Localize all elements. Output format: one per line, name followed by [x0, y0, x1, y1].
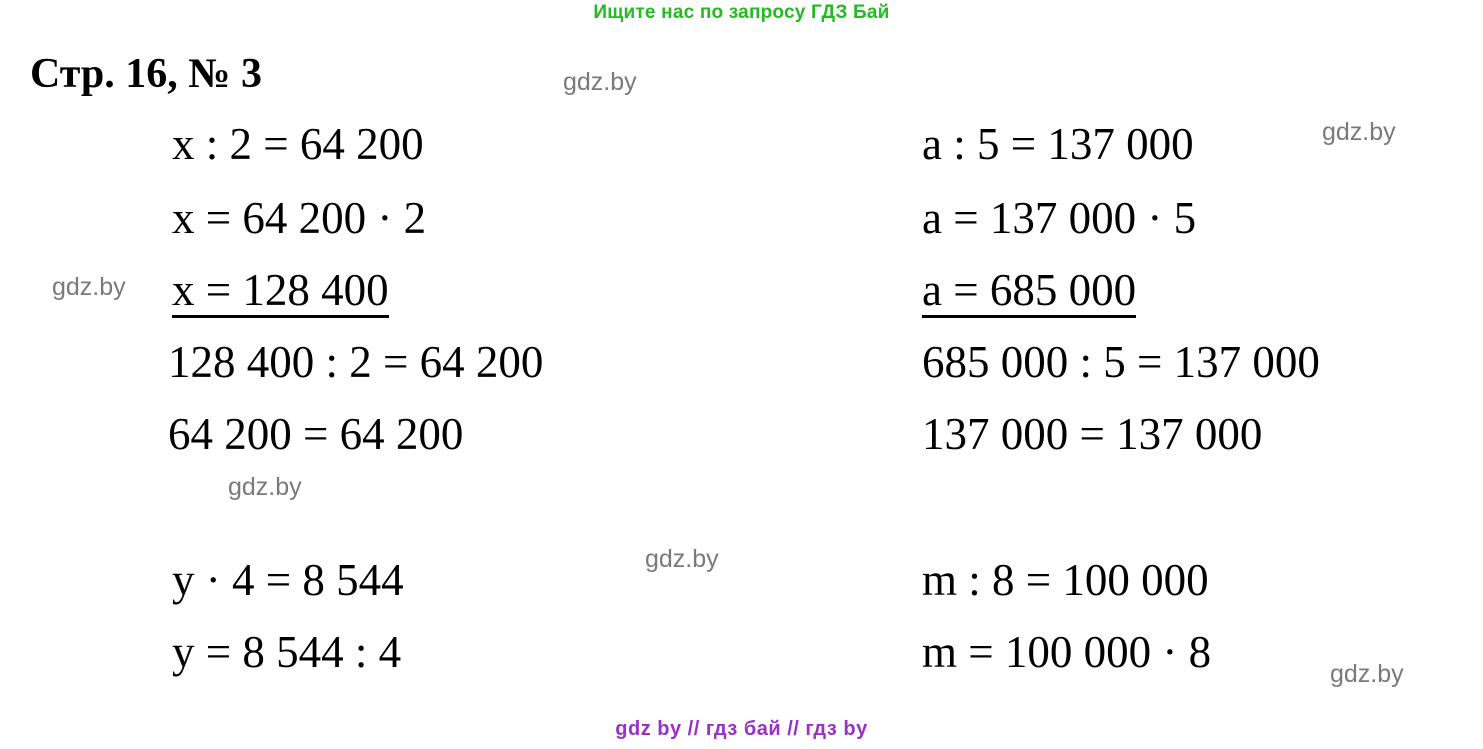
equation-line: m : 8 = 100 000	[922, 555, 1209, 605]
equation-answer: a = 685 000	[922, 268, 1136, 318]
watermark: gdz.by	[1322, 118, 1396, 146]
equation-line: y = 8 544 : 4	[172, 627, 402, 677]
top-promo-banner: Ищите нас по запросу ГДЗ Бай	[593, 2, 890, 23]
footer-promo: gdz by // гдз бай // гдз by	[615, 718, 868, 740]
equation-line: m = 100 000 · 8	[922, 627, 1212, 677]
equation-line: x : 2 = 64 200	[172, 119, 424, 169]
equation-line: y · 4 = 8 544	[172, 555, 404, 605]
watermark: gdz.by	[228, 473, 302, 501]
equation-check: 685 000 : 5 = 137 000	[922, 337, 1320, 387]
watermark: gdz.by	[1330, 660, 1404, 688]
equation-answer: x = 128 400	[172, 268, 389, 318]
watermark: gdz.by	[563, 68, 637, 96]
watermark: gdz.by	[645, 545, 719, 573]
watermark: gdz.by	[52, 273, 126, 301]
equation-line: a = 137 000 · 5	[922, 193, 1197, 243]
equation-check: 128 400 : 2 = 64 200	[168, 337, 544, 387]
page-title: Стр. 16, № 3	[30, 51, 262, 97]
equation-line: a : 5 = 137 000	[922, 119, 1194, 169]
equation-line: x = 64 200 · 2	[172, 193, 427, 243]
equation-check: 64 200 = 64 200	[168, 409, 464, 459]
equation-check: 137 000 = 137 000	[922, 409, 1263, 459]
